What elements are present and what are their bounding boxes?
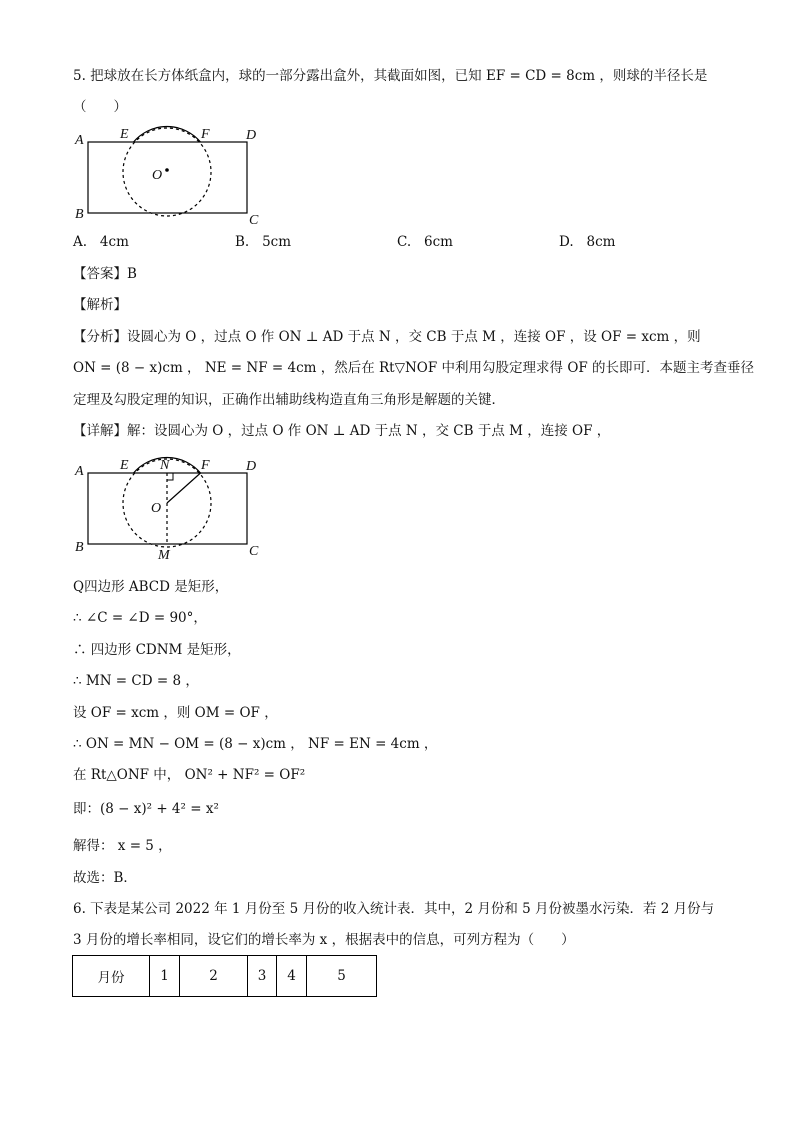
- center-dot: [165, 168, 169, 172]
- q5-options: [73, 234, 673, 254]
- q5-stem-line-1: 5. 把球放在长方体纸盒内，球的一部分露出盒外，其截面如图，已知 EF = CD = 8cm ，则球的半径长是: [73, 68, 708, 84]
- label-o: O: [152, 168, 163, 183]
- q5-stem-line-2: （ ）: [73, 99, 127, 115]
- solution-line-6: ∴ ON = MN − OM = (8 − x)cm ， NF = EN = 4cm ，: [73, 736, 438, 752]
- label2-o: O: [151, 501, 162, 516]
- solution-line-9: 解得： x = 5 ，: [73, 838, 172, 854]
- option-b-text: 5cm: [262, 234, 292, 250]
- option-c-label: C.: [397, 234, 412, 250]
- solution-line-4: ∴ MN = CD = 8 ，: [73, 673, 199, 689]
- option-d[interactable]: [559, 234, 615, 250]
- label-c: C: [249, 213, 259, 228]
- label2-d: D: [246, 459, 257, 474]
- segment-of: [167, 473, 201, 503]
- option-b[interactable]: [235, 234, 291, 250]
- table-cell: 1: [150, 956, 180, 997]
- right-angle-mark: [167, 473, 173, 480]
- option-b-label: B.: [235, 234, 250, 250]
- q5-figure-2: [70, 455, 270, 565]
- table-cell-header: 月份: [73, 956, 150, 997]
- table-cell: 2: [180, 956, 248, 997]
- option-a-text: 4cm: [99, 234, 129, 250]
- label-a: A: [75, 133, 84, 148]
- solution-line-10: 故选：B．: [73, 870, 137, 886]
- ball-circle-hidden: [123, 128, 211, 216]
- detail-line-1: 【详解】解：设圆心为 O ，过点 O 作 ON ⊥ AD 于点 N ，交 CB 于点 M ，连接 OF ，: [73, 423, 611, 439]
- analysis-line-2: ON = (8 − x)cm ， NE = NF = 4cm ，然后在 Rt▽NOF 中利用勾股定理求得 OF 的长即可．本题主考查垂径: [73, 360, 755, 376]
- option-c[interactable]: [397, 234, 453, 250]
- label2-f: F: [201, 458, 210, 473]
- analysis-title: 【解析】: [73, 297, 127, 313]
- option-c-text: 6cm: [424, 234, 453, 250]
- option-d-label: D.: [559, 234, 574, 250]
- table-cell: 5: [307, 956, 377, 997]
- solution-line-5: 设 OF = xcm ，则 OM = OF ，: [73, 705, 278, 721]
- analysis-line-1: 【分析】设圆心为 O ，过点 O 作 ON ⊥ AD 于点 N ，交 CB 于点 M ，连接 OF ，设 OF = xcm ，则: [73, 329, 701, 345]
- q6-stem-line-2: 3 月份的增长率相同，设它们的增长率为 x ，根据表中的信息，可列方程为（ ）: [73, 932, 575, 948]
- solution-line-2: ∴ ∠C = ∠D = 90°，: [73, 610, 207, 626]
- option-a-label: A.: [73, 234, 88, 250]
- label2-e: E: [120, 458, 129, 473]
- label-e: E: [120, 127, 129, 142]
- label-f: F: [201, 127, 210, 142]
- table-row: [73, 956, 377, 997]
- solution-line-1: Q四边形 ABCD 是矩形，: [73, 579, 229, 595]
- analysis-line-3: 定理及勾股定理的知识，正确作出辅助线构造直角三角形是解题的关键．: [73, 392, 505, 408]
- label2-b: B: [75, 540, 84, 555]
- solution-line-3: ∴ 四边形 CDNM 是矩形，: [73, 642, 241, 658]
- answer-line: 【答案】B: [73, 266, 137, 282]
- table-cell: 4: [277, 956, 307, 997]
- label-b: B: [75, 207, 84, 222]
- table-cell: 3: [248, 956, 277, 997]
- box-rectangle: [88, 142, 247, 213]
- option-a[interactable]: [73, 234, 129, 250]
- label2-c: C: [249, 544, 259, 559]
- q6-table: [72, 955, 377, 997]
- solution-line-7: 在 Rt△ONF 中， ON² + NF² = OF²: [73, 767, 306, 783]
- label2-m: M: [158, 548, 170, 563]
- q5-figure-1: [70, 124, 270, 228]
- q6-stem-line-1: 6. 下表是某公司 2022 年 1 月份至 5 月份的收入统计表．其中，2 月份和 5 月份被墨水污染．若 2 月份与: [73, 901, 715, 917]
- label-d: D: [246, 128, 257, 143]
- solution-line-8: 即：(8 − x)² + 4² = x²: [73, 801, 219, 817]
- option-d-text: 8cm: [586, 234, 616, 250]
- label2-a: A: [75, 464, 84, 479]
- label2-n: N: [160, 458, 170, 473]
